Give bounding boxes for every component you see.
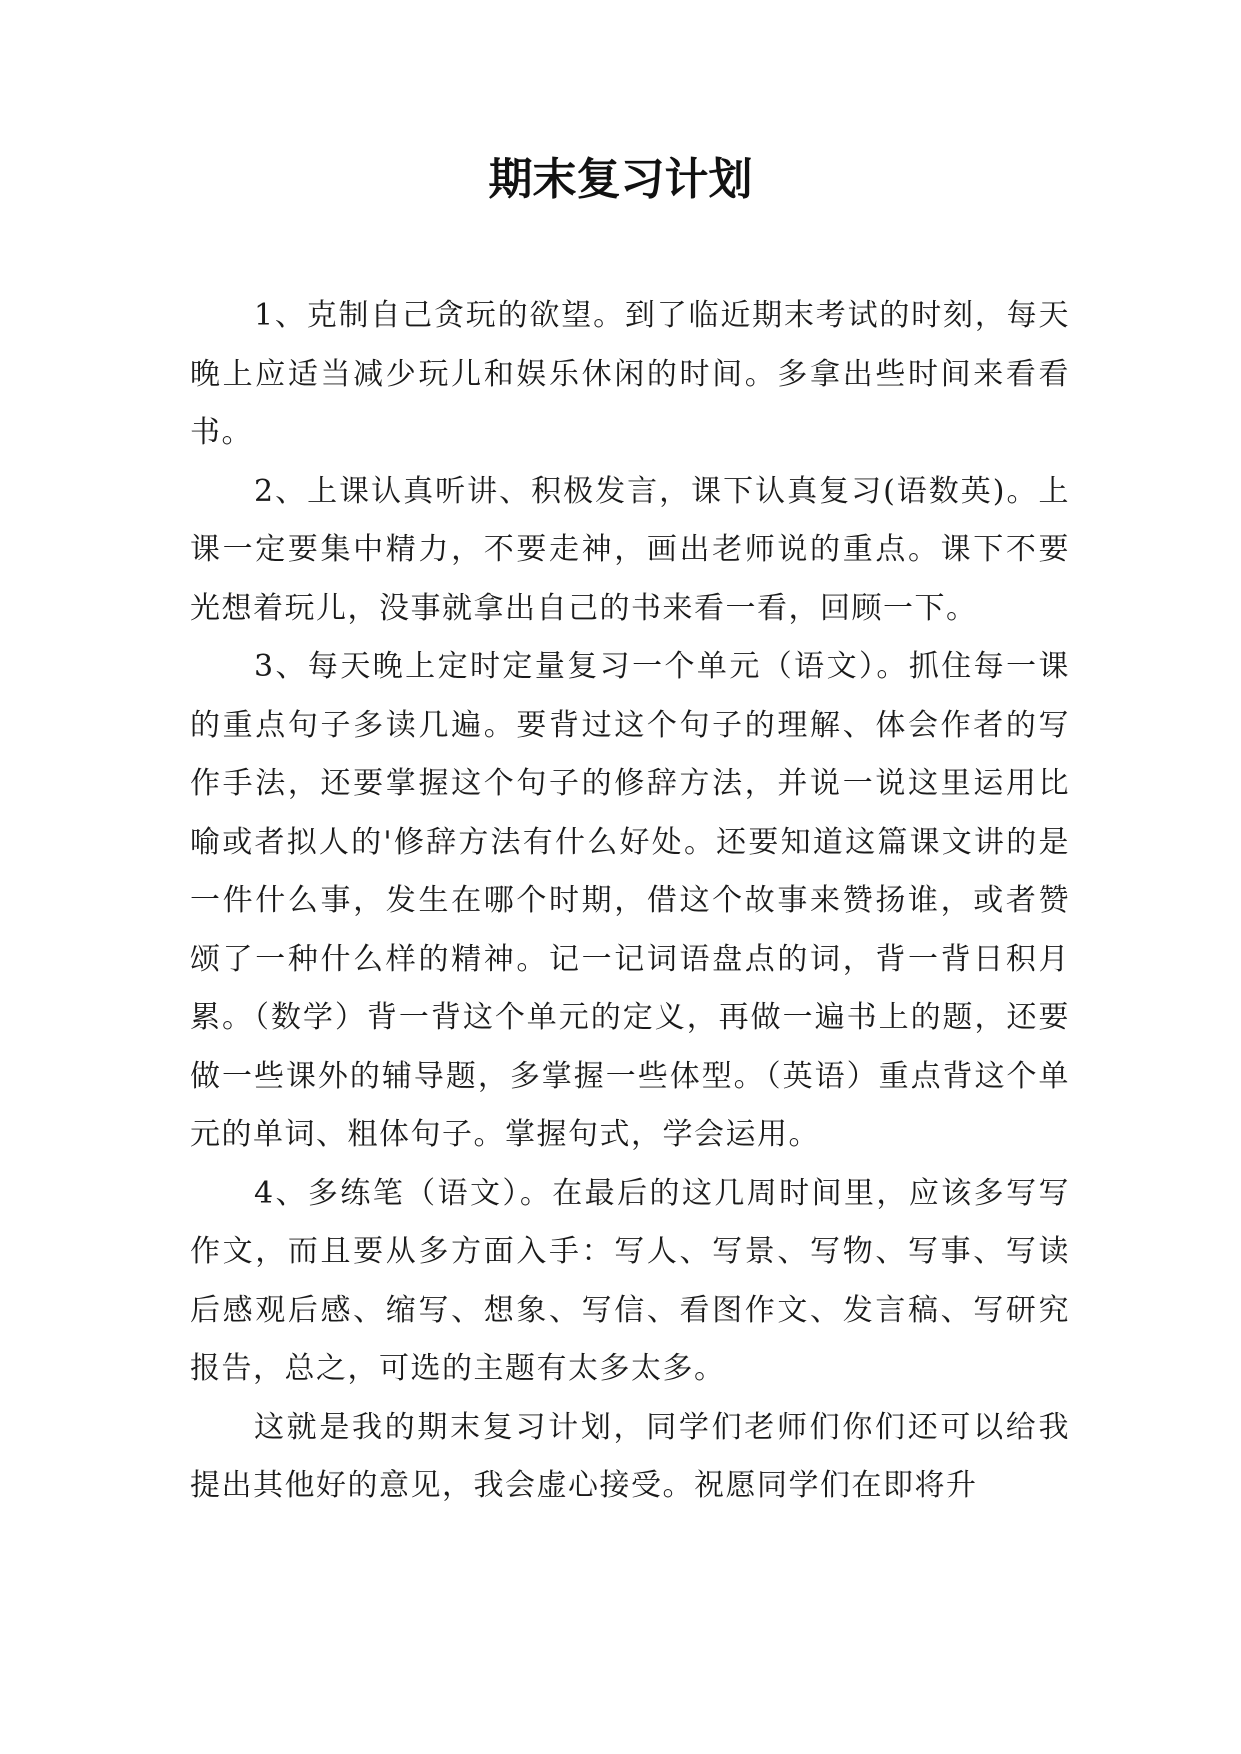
paragraph-5: 这就是我的期末复习计划，同学们老师们你们还可以给我提出其他好的意见，我会虚心接受。祝愿同学们在即将升 [190, 1409, 1070, 1503]
document-title: 期末复习计划 [488, 154, 753, 205]
paragraph-1: 1、克制自己贪玩的欲望。到了临近期末考试的时刻，每天晚上应适当减少玩儿和娱乐休闲的时间。多拿出些时间来看看书。 [190, 298, 1070, 450]
paragraph-2: 2、上课认真听讲、积极发言，课下认真复习(语数英)。上课一定要集中精力，不要走神，画出老师说的重点。课下不要光想着玩儿，没事就拿出自己的书来看一看，回顾一下。 [190, 473, 1070, 626]
paragraph-3: 3、每天晚上定时定量复习一个单元（语文）。抓住每一课的重点句子多读几遍。要背过这个句子的理解、体会作者的写作手法，还要掌握这个句子的修辞方法，并说一说这里运用比喻或者拟人的'修辞方法有什么好处。还要知道这篇课文讲的是一件什么事，发生在哪个时期，借这个故事来赞扬谁，或者赞颂了一种什么样的精神。记一记词语盘点的词，背一背日积月累。（数学）背一背这个单元的定义，再做一遍书上的题，还要做一些课外的辅导题，多掌握一些体型。（英语）重点背这个单元的单词、粗体句子。掌握句式，学会运用。 [190, 649, 1070, 1152]
paragraph-4: 4、多练笔（语文）。在最后的这几周时间里，应该多写写作文，而且要从多方面入手：写人、写景、写物、写事、写读后感观后感、缩写、想象、写信、看图作文、发言稿、写研究报告，总之，可选的主题有太多太多。 [190, 1175, 1070, 1386]
document-body [190, 287, 1070, 1516]
